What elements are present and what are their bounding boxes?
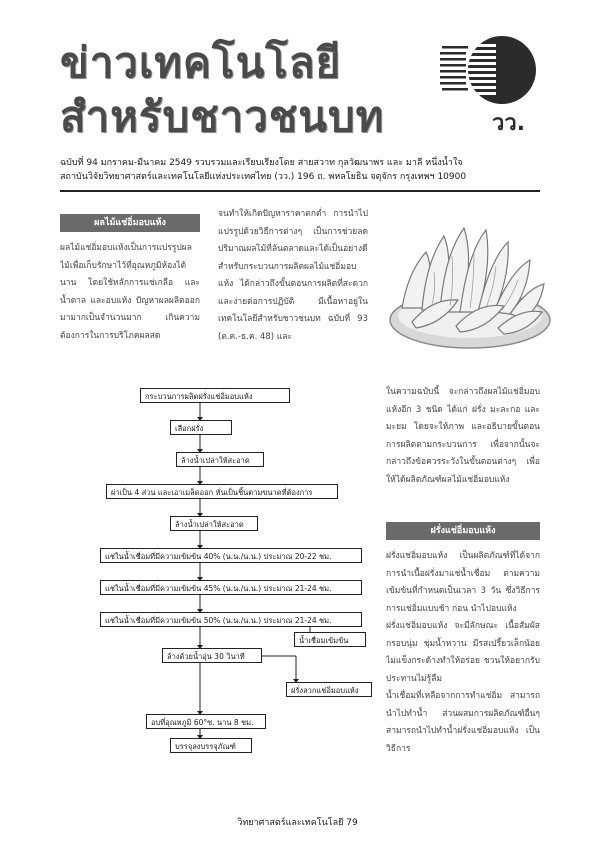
section1-col1-text: ผลไม้แช่อิ่มอบแห้งเป็นการแปรรูปผลไม้เพื่อเก็บรักษาไว้ที่อุณหภูมิห้องได้นาน โดยใช้หลักการแช่เกลือ และน้ำตาล และอบแห้ง ปัญหาผลผลิตออกมามากเป็นจำนวนมาก เกินความต้องการในการบริโภคผลสด (60, 243, 200, 341)
section2-para-1: ฝรั่งแช่อิ่มอบแห้ง เป็นผลิตภัณฑ์ที่ได้จากการนำเนื้อฝรั่งมาแช่น้ำเชื่อม ตามความเข้มข้นที่กำหนดเป็นเวลา 3 วัน ซึ่งวิธีการการแช่อิ่มแบบช้า ก่อน นำไปอบแห้ง (386, 551, 540, 614)
masthead-line-1: ข่าวเทคโนโลยี (60, 38, 342, 87)
tistr-logo (440, 30, 540, 140)
section1-col2-text: จนทำให้เกิดปัญหาราคาตกต่ำ การนำไปแปรรูปด้วยวิธีการต่างๆ เป็นการช่วยลดปริมาณผลไม้ที่ล้นตลาดและได้เป็นอย่างดี สำหรับกระบวนการผลิตผลไม้แช่อิ่มอบแห้ง ได้กล่าวถึงขั้นตอนการผลิตที่สะดวกและง่ายต่อการปฏิบัติ มีเนื้อหาอยู่ในเทคโนโลยีสำหรับชาวชนบท ฉบับที่ 93 (ต.ค.-ธ.ค. 48) และ (218, 209, 368, 342)
section2-para-2: ฝรั่งแช่อิ่มอบแห้ง จะมีลักษณะ เนื้อสัมผัสกรอบนุ่ม ชุ่มน้ำหวาน มีรสเปรี้ยวเล็กน้อย ไม่แข็งกระด้างทำให้อร่อย ชวนให้อยากรับประทานไม่รู้ลืม (386, 621, 540, 684)
issue-info (60, 156, 540, 184)
flow-step-4: ล้างน้ำเปล่าให้สะอาด (170, 516, 258, 531)
flow-step-5: แช่ในน้ำเชื่อมที่มีความเข้มข้น 40% (น.น./น.น.) ประมาณ 20-22 ชม. (100, 548, 362, 563)
divider (60, 190, 540, 192)
flow-side-bottom: ฝรั่งลวกแช่อิ่มอบแห้ง (286, 682, 372, 697)
flow-step-7: แช่ในน้ำเชื่อมที่มีความเข้มข้น 50% (น.น./น.น.) ประมาณ 21-24 ชม. (100, 612, 362, 627)
flow-step-3: ผ่าเป็น 4 ส่วน และเอาเมล็ดออก หั่นเป็นชิ้นตามขนาดที่ต้องการ (106, 484, 338, 499)
flow-step-9: อบที่อุณหภูมิ 60°ซ. นาน 8 ชม. (146, 714, 266, 729)
masthead-line-2: สำหรับชาวชนบท (60, 92, 385, 141)
section2-body (386, 548, 540, 808)
section-heading-fruit: ผลไม้แช่อิ่มอบแห้ง (60, 214, 200, 232)
flow-step-2: ล้างน้ำเปล่าให้สะอาด (176, 452, 264, 467)
process-flowchart (100, 388, 380, 758)
section1-col2 (218, 206, 368, 356)
section1-col3 (386, 384, 540, 496)
logo-text: วว. (492, 111, 526, 136)
section1-col3-text: ในความฉบับนี้ จะกล่าวถึงผลไม้แช่อิ่มอบแห้งอีก 3 ชนิด ได้แก่ ฝรั่ง มะละกอ และมะยม โดยจะให้ภาพ และอธิบายขั้นตอนการผลิตตามกระบวนการ เพื่อจากนั้นจะกล่าวถึงข้อควรระวังในขั้นตอนต่างๆ เพื่อให้ได้ผลิตภัณฑ์ผลไม้แช่อิ่มอบแห้ง (386, 387, 540, 485)
issue-line-2: สถาบันวิจัยวิทยาศาสตร์และเทคโนโลยีแห่งประเทศไทย (วว.) 196 ถ. พหลโยธิน จตุจักร กรุงเทพฯ 10900 (60, 172, 467, 182)
flow-step-8: ล้างด้วยน้ำอุ่น 30 วินาที (162, 648, 262, 663)
flow-title: กระบวนการผลิตฝรั่งแช่อิ่มอบแห้ง (140, 388, 290, 403)
section1-col1 (60, 240, 200, 356)
flow-step-6: แช่ในน้ำเชื่อมที่มีความเข้มข้น 45% (น.น./น.น.) ประมาณ 21-24 ชม. (100, 580, 362, 595)
masthead-title (60, 36, 384, 144)
section2-para-3: น้ำเชื่อมที่เหลือจากการทำแช่อิ่ม สามารถนำไปทำน้ำ ส่วนผสมการผลิตภัณฑ์อื่นๆ สามารถนำไปทำน้ำฝรั่งแช่อิ่มอบแห้ง เป็นวิธีการ (386, 691, 540, 754)
issue-line-1: ฉบับที่ 94 มกราคม-มีนาคม 2549 รวบรวมและเรียบเรียงโดย สายสวาท กุลวัฒนาพร และ มาลี หนึ่งน้ำใจ (60, 158, 463, 168)
flow-step-10: บรรจุลงบรรจุภัณฑ์ (170, 738, 252, 753)
dried-guava-photo (382, 212, 558, 352)
flow-side-top: น้ำเชื่อมเข้มข้น (294, 632, 366, 647)
section-heading-guava: ฝรั่งแช่อิ่มอบแห้ง (386, 522, 540, 540)
page-footer: วิทยาศาสตร์และเทคโนโลยี 79 (237, 818, 358, 828)
flow-step-1: เลือกฝรั่ง (170, 420, 232, 435)
